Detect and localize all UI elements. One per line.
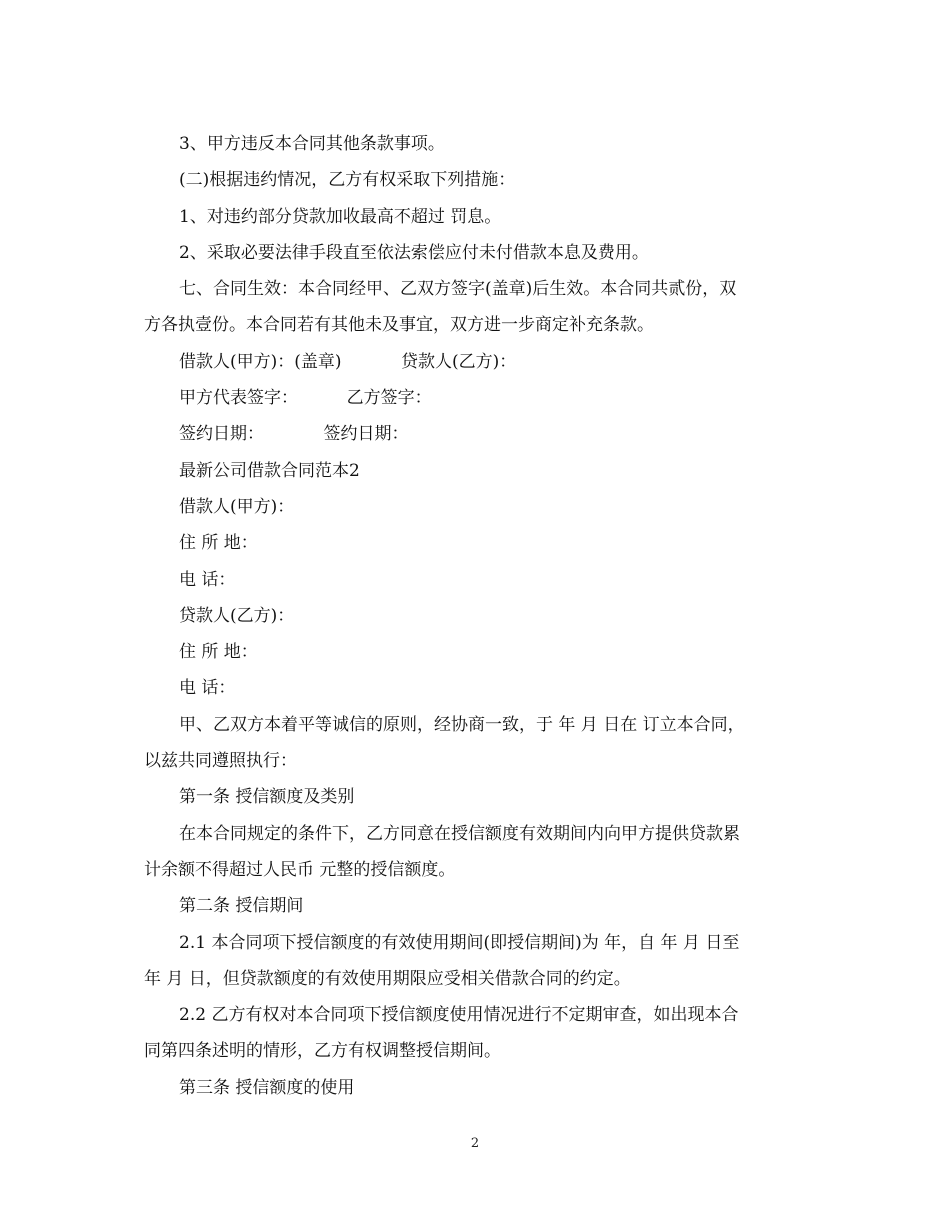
text-line: 计余额不得超过人民币 元整的授信额度。 <box>144 859 456 880</box>
text-line: 在本合同规定的条件下，乙方同意在授信额度有效期间内向甲方提供贷款累 <box>179 823 740 844</box>
text-line: 以兹共同遵照执行： <box>144 751 297 772</box>
party-field: 住 所 地： <box>179 533 258 554</box>
text-line: 方各执壹份。本合同若有其他未及事宜，双方进一步商定补充条款。 <box>144 315 654 336</box>
text-line: 2.1 本合同项下授信额度的有效使用期间(即授信期间)为 年，自 年 月 日至 <box>179 932 740 953</box>
signature-line-representatives: 甲方代表签字： 乙方签字： <box>179 388 432 409</box>
text-line: 甲、乙双方本着平等诚信的原则，经协商一致，于 年 月 日在 订立本合同， <box>179 714 745 735</box>
text-line: 同第四条述明的情形，乙方有权调整授信期间。 <box>144 1041 501 1062</box>
party-field: 电 话： <box>179 678 236 699</box>
text-line: 2.2 乙方有权对本合同项下授信额度使用情况进行不定期审查，如出现本合 <box>179 1005 739 1026</box>
text-line: 年 月 日，但贷款额度的有效使用期限应受相关借款合同的约定。 <box>144 968 631 989</box>
signature-line-dates: 签约日期： 签约日期： <box>179 424 409 445</box>
text-line: 3、甲方违反本合同其他条款事项。 <box>179 134 445 154</box>
article-heading: 第三条 授信额度的使用 <box>179 1077 355 1098</box>
party-field: 贷款人(乙方)： <box>179 605 295 626</box>
document-body <box>144 126 806 1106</box>
party-field: 住 所 地： <box>179 642 258 663</box>
text-line: 七、合同生效：本合同经甲、乙双方签字(盖章)后生效。本合同共贰份，双 <box>179 279 737 300</box>
section-title: 最新公司借款合同范本2 <box>179 460 360 481</box>
party-field: 电 话： <box>179 569 236 590</box>
signature-line-parties: 借款人(甲方)：(盖章) 贷款人(乙方)： <box>179 351 517 372</box>
text-line: 1、对违约部分贷款加收最高不超过 罚息。 <box>179 206 502 227</box>
article-heading: 第一条 授信额度及类别 <box>179 787 355 808</box>
text-line: 2、采取必要法律手段直至依法索偿应付未付借款本息及费用。 <box>179 242 649 263</box>
article-heading: 第二条 授信期间 <box>179 896 304 917</box>
party-field: 借款人(甲方)： <box>179 496 295 517</box>
text-line: (二)根据违约情况，乙方有权采取下列措施： <box>179 170 516 191</box>
page-number: 2 <box>470 1136 480 1151</box>
